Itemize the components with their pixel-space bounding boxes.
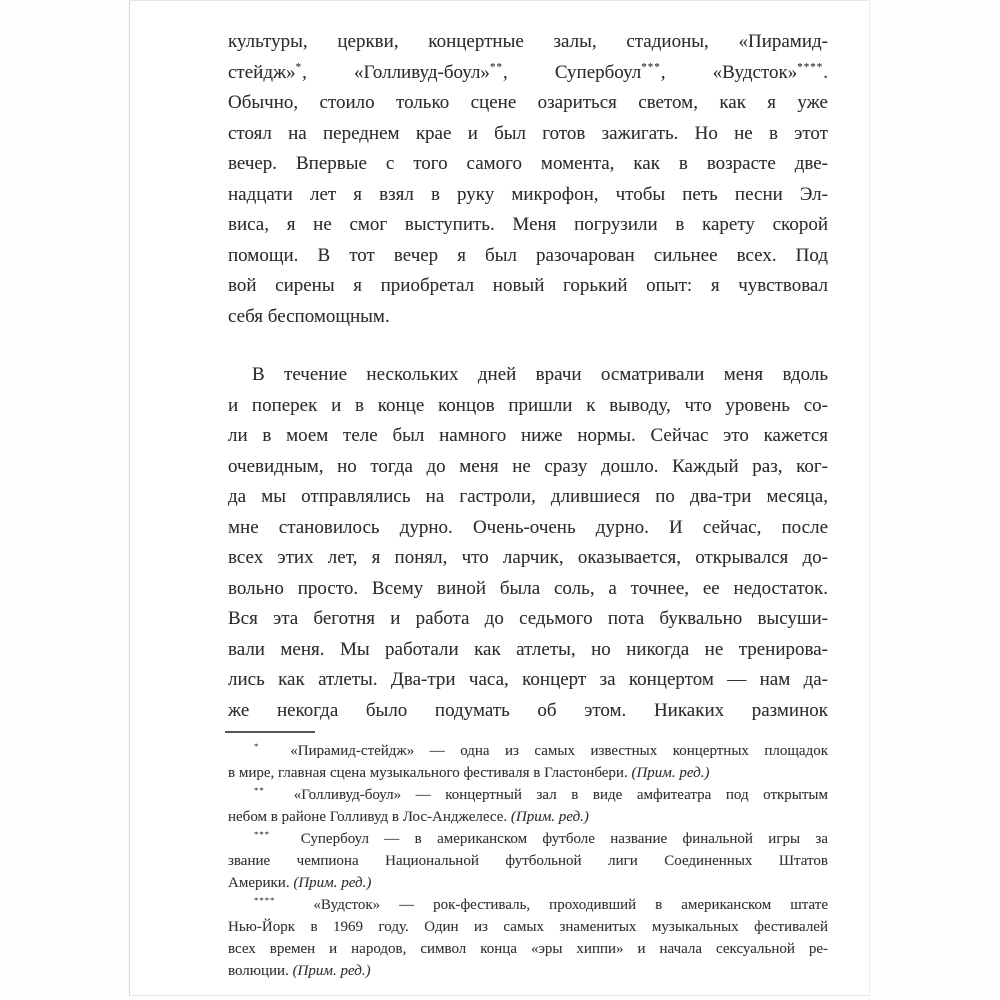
text-line: вольно просто. Всему виной была соль, а точнее, ее недостаток. [228,577,828,599]
text-line: в мире, главная сцена музыкального фестиваля в Гластонбери. (Прим. ред.) [228,765,710,781]
text-line: В течение нескольких дней врачи осматривали меня вдоль [252,364,828,385]
text-line: ли в моем теле был намного ниже нормы. Сейчас это кажется [228,425,828,446]
text-line: надцати лет я взял в руку микрофон, чтобы петь песни Эл- [228,183,828,205]
paragraph [228,360,828,726]
text-line: вечер. Впервые с того самого момента, как в возрасте две- [228,153,828,174]
text-line: всех этих лет, я понял, что ларчик, оказывается, открывался до- [228,547,828,568]
text-line: всех времен и народов, символ конца «эры хиппи» и начала сексуальной ре- [228,941,828,957]
text-line: Америки. (Прим. ред.) [228,875,372,891]
text-line: и поперек и в конце концов пришли к выводу, что уровень со- [228,394,828,416]
footnotes-section [228,740,828,982]
text-line: ** «Голливуд-боул» — концертный зал в виде амфитеатра под открытым [254,785,828,803]
text-line: культуры, церкви, концертные залы, стадионы, «Пирамид- [228,31,828,52]
footnote-item [228,828,828,894]
footnote-item [228,784,828,828]
text-line: *** Супербоул — в американском футболе название финальной игры за [254,829,828,847]
text-line: виса, я не смог выступить. Меня погрузили в карету скорой [228,214,828,235]
text-column [228,27,828,982]
text-line: же некогда было подумать об этом. Никаких разминок [228,699,828,721]
footnote-separator-rule [225,731,315,733]
body-text [228,27,828,726]
text-line: да мы отправлялись на гастроли, длившиеся по два-три месяца, [228,486,828,507]
text-line: волюции. (Прим. ред.) [228,963,371,979]
text-line: Обычно, стоило только сцене озариться светом, как я уже [228,92,828,113]
text-line: себя беспомощным. [228,305,390,327]
text-line: Нью-Йорк в 1969 году. Один из самых знаменитых музыкальных фестивалей [228,919,828,935]
text-line: Вся эта беготня и работа до седьмого пота буквально высуши- [228,608,828,629]
book-page [129,0,870,996]
text-line: небом в районе Голливуд в Лос-Анджелесе. (Прим. ред.) [228,809,589,825]
text-line: **** «Вудсток» — рок-фестиваль, проходивший в американском штате [254,895,828,913]
footnote-item [228,894,828,982]
text-line: стейдж»*, «Голливуд-боул»**, Супербоул***, «Вудсток»****. [228,61,829,83]
text-line: мне становилось дурно. Очень-очень дурно. И сейчас, после [228,516,828,538]
text-line: вой сирены я приобретал новый горький опыт: я чувствовал [228,275,828,296]
text-line: * «Пирамид-стейдж» — одна из самых известных концертных площадок [254,741,828,759]
text-line: звание чемпиона Национальной футбольной лиги Соединенных Штатов [228,853,828,869]
text-line: помощи. В тот вечер я был разочарован сильнее всех. Под [228,244,828,266]
text-line: лись как атлеты. Два-три часа, концерт за концертом — нам да- [228,669,828,690]
footnote-item [228,740,828,784]
text-line: стоял на переднем крае и был готов зажигать. Но не в этот [228,122,828,144]
text-line: вали меня. Мы работали как атлеты, но никогда не тренирова- [228,638,828,660]
paragraph [228,27,828,332]
text-line: очевидным, но тогда до меня не сразу дошло. Каждый раз, ког- [228,455,828,477]
